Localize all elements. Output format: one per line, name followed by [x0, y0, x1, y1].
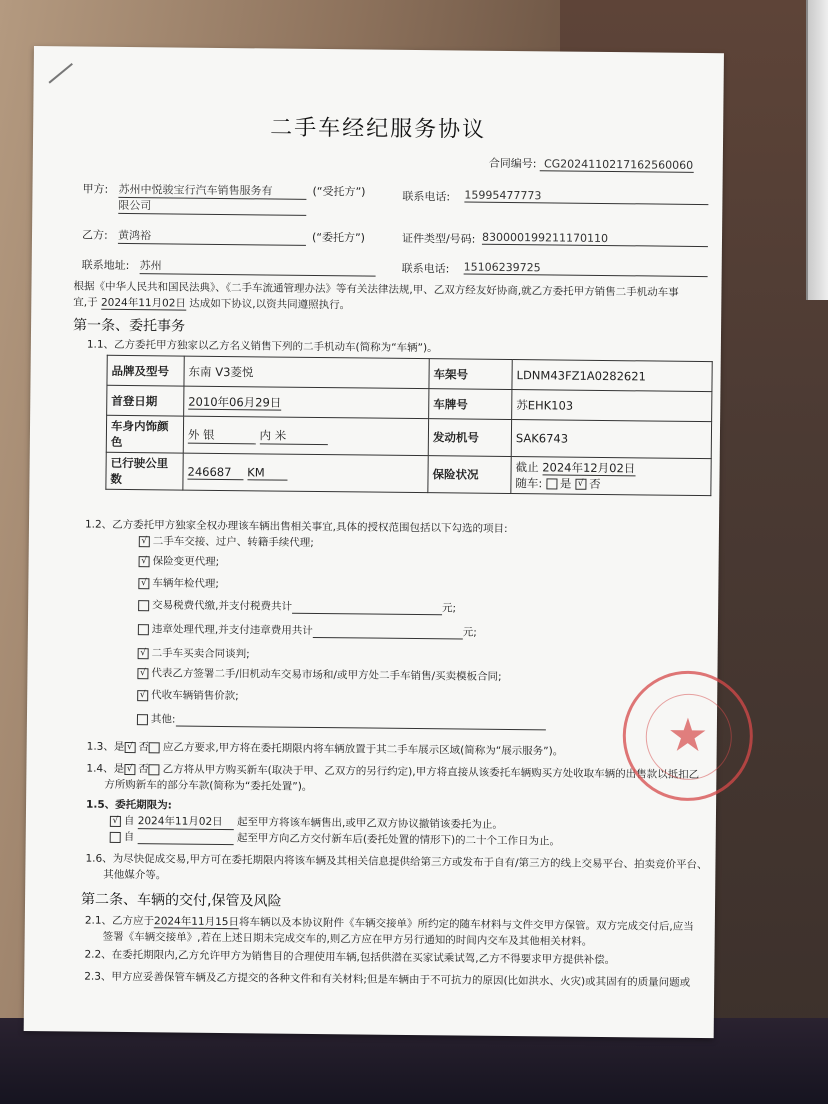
insurance-cell: 截止 2024年12月02日 随车: 是 √ 否 [511, 457, 711, 496]
address-phone: 15106239725 [464, 261, 708, 278]
color-exterior: 外 银 [188, 426, 256, 444]
brand-key: 品牌及型号 [107, 355, 184, 386]
term-option2-checkbox[interactable] [110, 831, 121, 842]
insurance-key: 保险状况 [428, 456, 511, 494]
table-row [106, 415, 711, 458]
vin-key: 车架号 [429, 359, 512, 390]
color-key: 车身内饰颜 色 [106, 415, 183, 453]
authorization-checkbox[interactable]: √ [138, 578, 149, 589]
authorization-checkbox[interactable] [137, 714, 148, 725]
clause-1-3-yes-checkbox[interactable]: √ [124, 741, 135, 752]
party-a-name-line1: 苏州中悦骏宝行汽车销售服务有 [118, 181, 306, 200]
contract-paper [24, 46, 724, 1038]
clause-2-1: 2.1、乙方应于2024年11月15日将车辆以及本协议附件《车辆交接单》所约定的随车材料与文件交甲方保管。双方完成交付后,应当 [84, 914, 694, 933]
clause-1-3: 1.3、是 √ 否 应乙方要求,甲方将在委托期限内将车辆放置于其二手车展示区域(简称为“展示服务”)。 [86, 740, 564, 758]
clause-1-4-no-checkbox[interactable] [149, 764, 160, 775]
authorization-item: √ 车辆年检代理; [138, 575, 219, 591]
party-b-role: (“委托方”) [311, 230, 366, 245]
color-cell [183, 416, 428, 456]
authorization-item: 交易税费代缴,并支付税费共计 元; [138, 597, 456, 615]
insurance-expiry: 2024年12月02日 [542, 460, 636, 476]
engine-value: SAK6743 [511, 420, 711, 459]
plate-key: 车牌号 [429, 389, 512, 420]
insurance-yes-checkbox[interactable] [546, 478, 557, 489]
clause-2-1-line2: 签署《车辆交接单》,若在上述日期未完成交车的,则乙方应在甲方另行通知的时间内交车及其他相关材料。 [102, 930, 593, 948]
party-a-phone: 15995477773 [464, 189, 708, 206]
clause-2-3: 2.3、甲方应妥善保管车辆及乙方提交的各种文件和有关材料;但是车辆由于不可抗力的原因(比如洪水、火灾)或其固有的质量问题或 [84, 970, 691, 989]
mileage-cell [183, 453, 428, 493]
color-interior: 内 米 [260, 427, 328, 445]
clause-1-1: 1.1、乙方委托甲方独家以乙方名义销售下列的二手机动车(简称为“车辆”)。 [86, 338, 438, 355]
party-b-label: 乙方: [81, 228, 108, 242]
authorization-item: √ 代收车辆销售价款; [137, 687, 239, 703]
authorization-item: 其他: [137, 711, 546, 730]
authorization-checkbox[interactable]: √ [137, 668, 148, 679]
mileage-key: 已行驶公里 数 [106, 452, 183, 490]
authorization-checkbox[interactable]: √ [137, 690, 148, 701]
table-row [106, 452, 711, 495]
vehicle-info-table [105, 355, 712, 496]
clause-1-4: 1.4、是 √ 否 乙方将从甲方购买新车(取决于甲、乙双方的另行约定),甲方将直接从该委托车辆购买方处收取车辆的出售款以抵扣乙 [86, 762, 700, 782]
section-2-heading: 第二条、车辆的交付,保管及风险 [80, 891, 282, 910]
address-value: 苏州 [140, 257, 376, 276]
section-1-heading: 第一条、委托事务 [72, 317, 186, 335]
authorization-item: √ 二手车买卖合同谈判; [138, 645, 250, 661]
authorization-item: √ 代表乙方签署二手/旧机动车交易市场和/或甲方处二手车销售/买卖模板合同; [137, 665, 501, 684]
mileage-unit: KM [247, 465, 287, 480]
authorization-item: 违章处理代理,并支付违章费用共计 元; [138, 621, 477, 640]
party-b-id: 830000199211170110 [482, 231, 708, 247]
device-edge [806, 0, 828, 300]
authorization-checkbox[interactable]: √ [139, 536, 150, 547]
authorization-checkbox[interactable]: √ [139, 556, 150, 567]
clause-1-4-yes-checkbox[interactable]: √ [124, 763, 135, 774]
term-option1-checkbox[interactable]: √ [110, 815, 121, 826]
authorization-checkbox[interactable] [138, 600, 149, 611]
address-label: 联系地址: [81, 258, 130, 273]
vin-value: LDNM43FZ1A0282621 [512, 360, 712, 392]
authorization-item: √ 二手车交接、过户、转籍手续代理; [139, 533, 314, 550]
reg-date-key: 首登日期 [107, 385, 184, 416]
clause-1-5-option2: 自 起至甲方向乙方交付新车后(委托处置的情形下)的二十个工作日为止。 [110, 829, 561, 849]
authorization-checkbox[interactable]: √ [138, 648, 149, 659]
party-a-name-line2: 限公司 [118, 197, 306, 216]
party-a-phone-label: 联系电话: [402, 189, 451, 204]
authorization-checkbox[interactable] [138, 624, 149, 635]
clause-1-5-option1: √ 自 2024年11月02日 起至甲方将该车辆售出,或甲乙双方协议撤销该委托为止。 [110, 813, 503, 833]
clause-1-2: 1.2、乙方委托甲方独家全权办理该车辆出售相关事宜,具体的授权范围包括以下勾选的项目: [84, 518, 508, 535]
clause-1-4-line2: 方所购新车的部分车款(简称为“委托处置”)。 [104, 778, 313, 793]
reg-date-value: 2010年06月29日 [188, 394, 282, 410]
clause-1-6: 1.6、为尽快促成交易,甲方可在委托期限内将该车辆及其相关信息提供给第三方或发布于自有/第三方的线上交易平台、拍卖竞价平台、 [85, 852, 708, 872]
company-seal [622, 670, 753, 801]
authorization-item: √ 保险变更代理; [139, 553, 220, 569]
party-b-id-label: 证件类型/号码: [401, 231, 476, 246]
clause-1-5-title: 1.5、委托期限为: [85, 798, 172, 812]
party-b-name: 黄鸿裕 [118, 227, 306, 246]
address-phone-label: 联系电话: [401, 261, 450, 276]
party-a-label: 甲方: [82, 182, 109, 196]
mileage-value: 246687 [187, 464, 243, 480]
reg-date-cell [184, 386, 429, 419]
document-title: 二手车经纪服务协议 [270, 115, 487, 143]
clause-1-3-no-checkbox[interactable] [149, 742, 160, 753]
seal-star-icon: ★ [666, 707, 709, 763]
staple [48, 63, 72, 84]
intro-line2: 宜,于 2024年11月02日 达成如下协议,以资共同遵照执行。 [73, 296, 351, 312]
clause-2-2: 2.2、在委托期限内,乙方允许甲方为销售目的合理使用车辆,包括供潜在买家试乘试驾,乙方不得要求甲方提供补偿。 [84, 948, 616, 967]
contract-number: 合同编号: CG2024110217162560060 [488, 156, 694, 172]
brand-value: 东南 V3菱悦 [184, 356, 429, 389]
clause-1-6-line2: 其他媒介等。 [103, 868, 167, 882]
engine-key: 发动机号 [428, 419, 511, 457]
party-a-role: (“受托方”) [312, 184, 366, 199]
plate-value: 苏EHK103 [512, 390, 712, 422]
intro-line1: 根据《中华人民共和国民法典》、《二手车流通管理办法》等有关法律法规,甲、乙双方经友好协商,就乙方委托甲方销售二手机动车事 [73, 280, 679, 299]
insurance-no-checkbox[interactable]: √ [575, 479, 586, 490]
